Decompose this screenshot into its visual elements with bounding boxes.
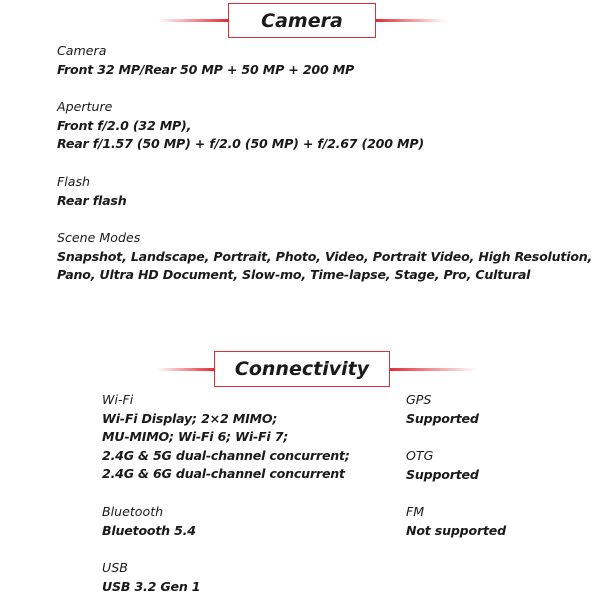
spec-value: Front f/2.0 (32 MP), [57, 117, 192, 133]
spec-label: Camera [57, 43, 107, 58]
spec-otg [406, 447, 479, 484]
spec-value: Not supported [406, 522, 506, 538]
spec-label: USB [102, 560, 128, 575]
spec-scene-modes [57, 229, 592, 285]
spec-value: Bluetooth 5.4 [102, 522, 196, 538]
spec-label: Bluetooth [102, 504, 164, 519]
header-accent-line-right [390, 368, 476, 371]
spec-fm [406, 503, 506, 540]
spec-label: GPS [406, 392, 432, 407]
spec-value: Supported [406, 466, 479, 482]
camera-section-title: Camera [228, 3, 376, 38]
spec-value: 2.4G & 6G dual-channel concurrent [102, 466, 345, 481]
spec-label: OTG [406, 448, 434, 463]
spec-bluetooth [102, 503, 196, 540]
spec-usb [102, 559, 200, 596]
spec-value: Snapshot, Landscape, Portrait, Photo, Video, Portrait Video, High Resolution, [57, 248, 593, 264]
spec-value: Wi-Fi Display; 2×2 MIMO; [102, 410, 278, 426]
spec-label: FM [406, 504, 425, 519]
spec-label: Flash [57, 174, 91, 189]
spec-gps [406, 391, 479, 428]
spec-wifi [102, 391, 350, 484]
header-accent-line-left [157, 368, 214, 371]
connectivity-section-header [157, 351, 476, 387]
spec-camera [57, 42, 354, 79]
spec-flash [57, 173, 126, 210]
spec-value: Rear f/1.57 (50 MP) + f/2.0 (50 MP) + f/2.67 (200 MP) [57, 136, 424, 151]
spec-value: Rear flash [57, 192, 127, 208]
spec-label: Aperture [57, 99, 113, 114]
spec-value: Supported [406, 410, 479, 426]
spec-value: Pano, Ultra HD Document, Slow-mo, Time-lapse, Stage, Pro, Cultural [57, 267, 531, 282]
header-accent-line-left [158, 19, 228, 22]
spec-value: USB 3.2 Gen 1 [102, 578, 201, 594]
camera-section-header [158, 3, 446, 38]
connectivity-section-title: Connectivity [214, 351, 390, 387]
spec-label: Scene Modes [57, 230, 141, 245]
spec-label: Wi-Fi [102, 392, 134, 407]
spec-value: 2.4G & 5G dual-channel concurrent; [102, 447, 350, 463]
spec-aperture [57, 98, 424, 154]
spec-value: Front 32 MP/Rear 50 MP + 50 MP + 200 MP [57, 61, 355, 77]
header-accent-line-right [376, 19, 446, 22]
spec-value: MU-MIMO; Wi-Fi 6; Wi-Fi 7; [102, 429, 289, 444]
